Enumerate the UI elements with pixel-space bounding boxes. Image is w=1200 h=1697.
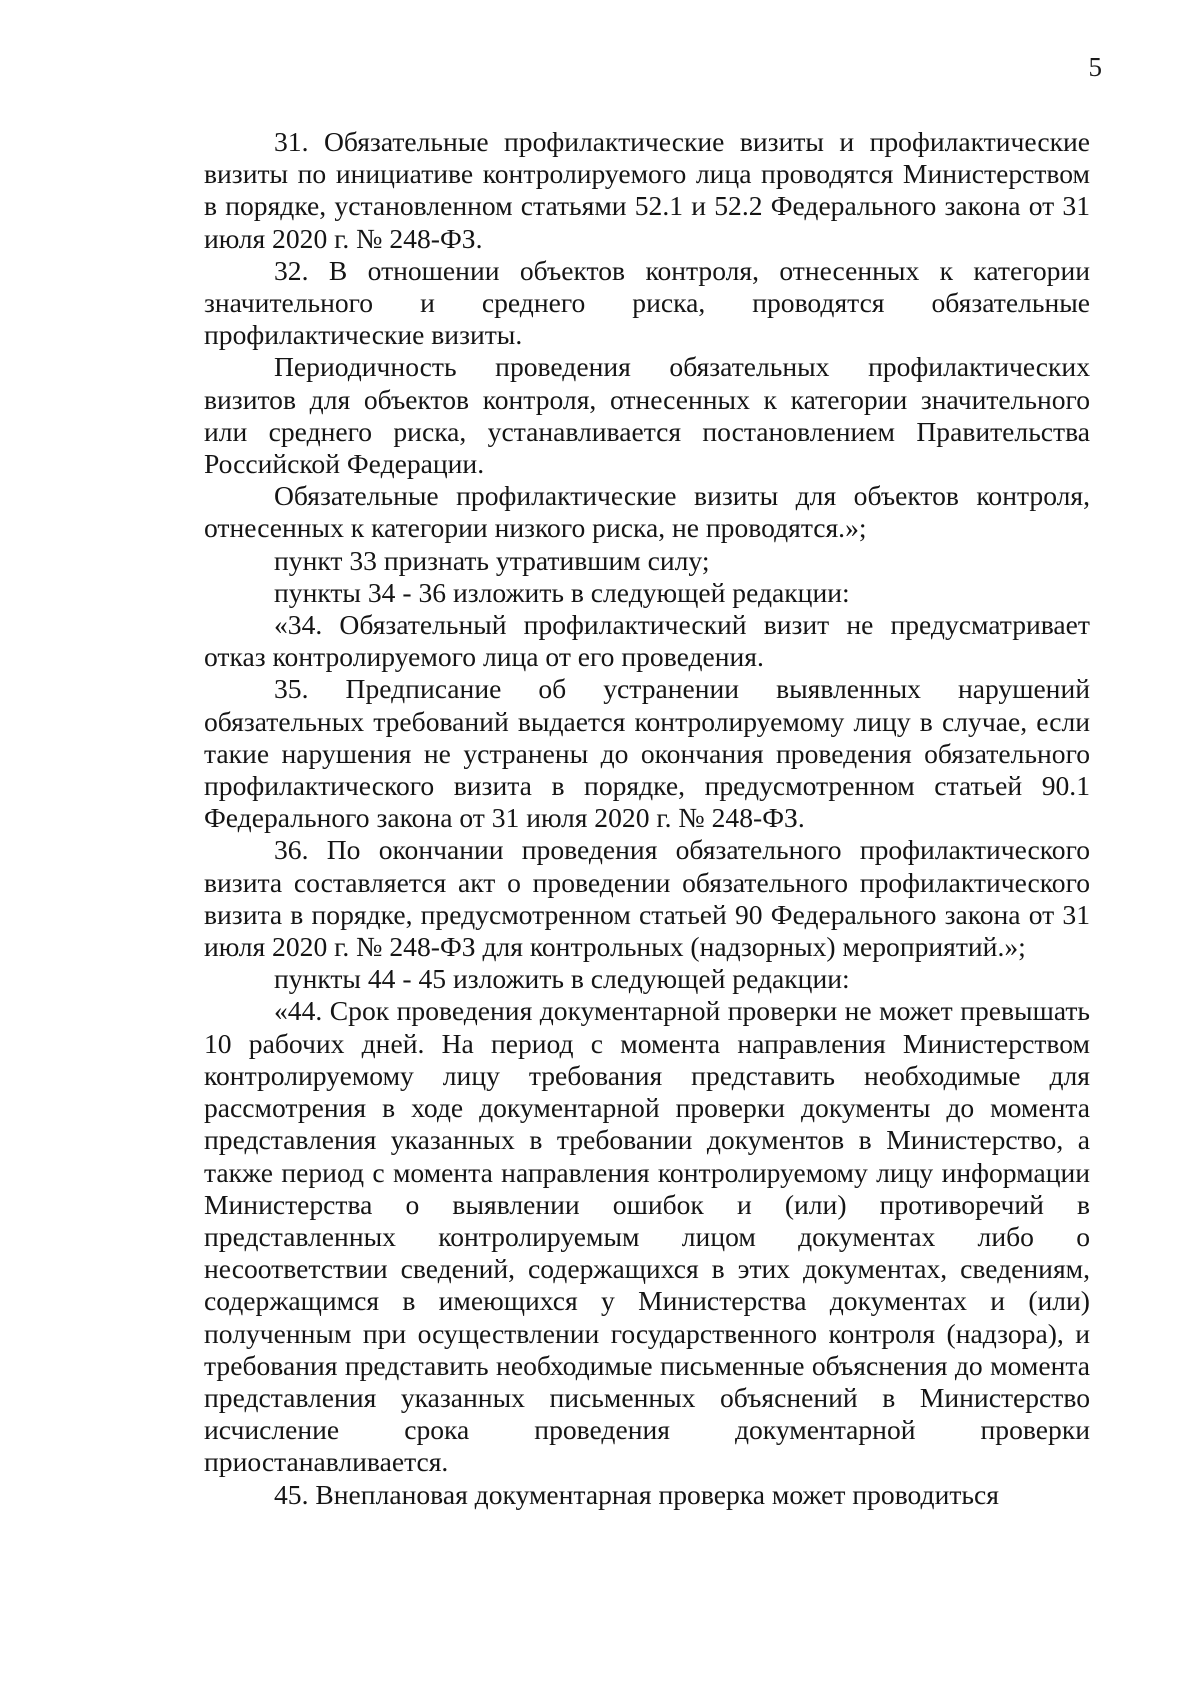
paragraph-31: 31. Обязательные профилактические визиты и профилактические визиты по инициативе контролируемого лица проводятся Министерством в порядке, установленном статьями 52.1 и 52.2 Федерального закона от 31 июля 2020 г. № 248-ФЗ. (204, 126, 1090, 254)
paragraph-item-33-repealed: пункт 33 признать утратившим силу; (274, 544, 710, 576)
paragraph-periodicity: Периодичность проведения обязательных профилактических визитов для объектов контроля, отнесенных к категории значительного или среднего риска, устанавливается постановлением Правительства Российской Федерации. (204, 351, 1090, 480)
page-number: 5 (1088, 52, 1102, 82)
paragraph-36: 36. По окончании проведения обязательного профилактического визита составляется акт о проведении обязательного профилактического визита в порядке, предусмотренном статьей 90 Федерального закона от 31 июля 2020 г. № 248-ФЗ для контрольных (надзорных) мероприятий.»; (204, 834, 1090, 963)
paragraph-32: 32. В отношении объектов контроля, отнесенных к категории значительного и среднего риска, проводятся обязательные профилактические визиты. (204, 254, 1090, 351)
paragraph-45: 45. Внеплановая документарная проверка может проводиться (274, 1478, 999, 1510)
document-body (204, 126, 1090, 1511)
paragraph-low-risk: Обязательные профилактические визиты для объектов контроля, отнесенных к категории низкого риска, не проводятся.»; (204, 480, 1090, 544)
paragraph-items-34-36-intro: пункты 34 - 36 изложить в следующей редакции: (274, 576, 850, 608)
paragraph-44: «44. Срок проведения документарной проверки не может превышать 10 рабочих дней. На период с момента направления Министерством контролируемому лицу требования представить необходимые для рассмотрения в ходе документарной проверки документы до момента представления указанных в требовании документов в Министерство, а также период с момента направления контролируемому лицу информации Министерства о выявлении ошибок и (или) противоречий в представленных контролируемым лицом документах либо о несоответствии сведений, содержащихся в этих документах, сведениям, содержащимся в имеющихся у Министерства документах и (или) полученным при осуществлении государственного контроля (надзора), и требования представить необходимые письменные объяснения до момента представления указанных письменных объяснений в Министерство исчисление срока проведения документарной проверки приостанавливается. (204, 995, 1090, 1478)
paragraph-items-44-45-intro: пункты 44 - 45 изложить в следующей редакции: (274, 963, 850, 995)
paragraph-35: 35. Предписание об устранении выявленных нарушений обязательных требований выдается контролируемому лицу в случае, если такие нарушения не устранены до окончания проведения обязательного профилактического визита в порядке, предусмотренном статьей 90.1 Федерального закона от 31 июля 2020 г. № 248-ФЗ. (204, 673, 1090, 834)
paragraph-34: «34. Обязательный профилактический визит не предусматривает отказ контролируемого лица от его проведения. (204, 609, 1090, 673)
